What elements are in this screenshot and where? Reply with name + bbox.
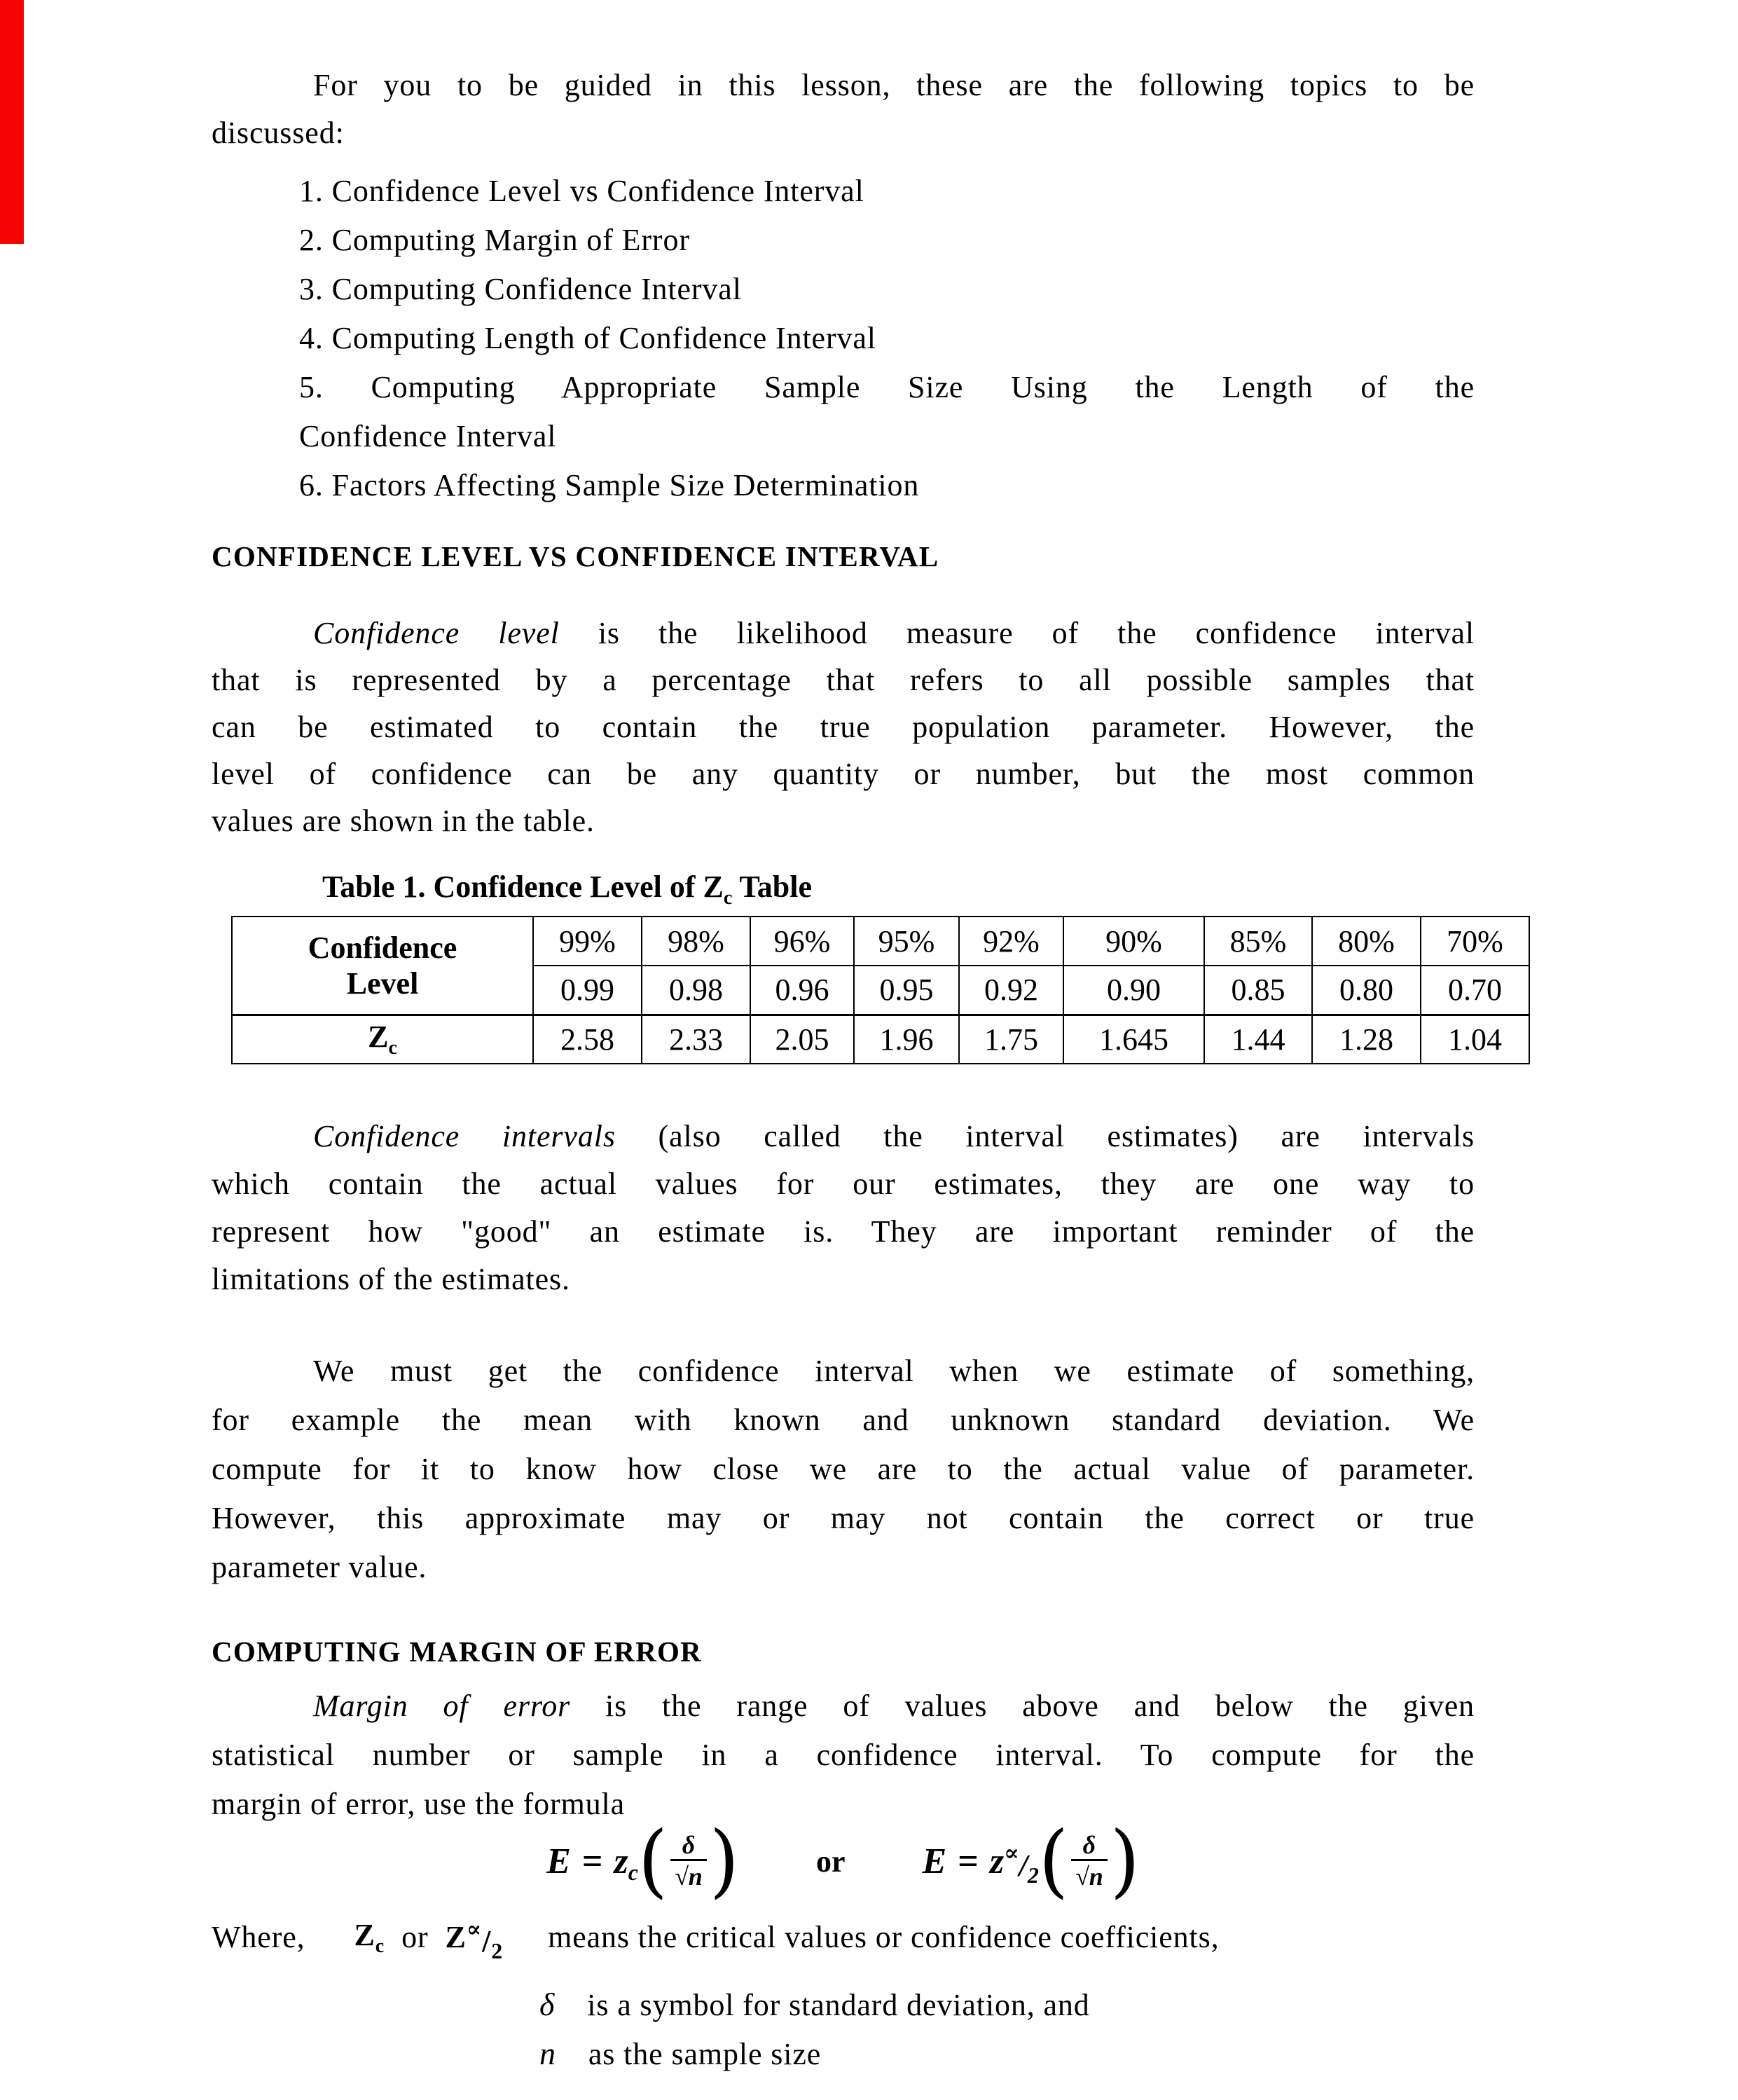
formula-z-alpha-half (922, 1814, 1140, 1907)
left-parenthesis: ( (1038, 1814, 1068, 1907)
line-text: is the range of values above and below the given (570, 1689, 1475, 1723)
paragraph-line: level of confidence can be any quantity or number, but the most common (212, 757, 1475, 791)
section-heading-computing-margin-of-error: COMPUTING MARGIN OF ERROR (212, 1635, 703, 1668)
table-cell: 1.645 (1063, 1015, 1204, 1064)
paragraph-line (212, 610, 1475, 657)
formula-z: z (989, 1841, 1005, 1881)
paragraph-line: values are shown in the table. (212, 804, 595, 838)
two: 2 (1027, 1862, 1039, 1888)
table-cell: 1.04 (1421, 1015, 1529, 1064)
z-c-symbol (354, 1917, 385, 1958)
alpha-symbol: ∝ (1004, 1840, 1019, 1865)
table-cell: 0.80 (1312, 966, 1421, 1015)
table-cell: 1.28 (1312, 1015, 1421, 1064)
z-label: Z (368, 1020, 389, 1055)
paragraph-confidence-intervals (212, 1113, 1475, 1303)
paragraph-line: statistical number or sample in a confidence interval. To compute for the (212, 1738, 1475, 1772)
section-heading-confidence-level-vs-interval: CONFIDENCE LEVEL VS CONFIDENCE INTERVAL (212, 540, 939, 572)
table-cell: 1.96 (854, 1015, 959, 1064)
alpha-over-2 (1004, 1840, 1039, 1888)
or-text: or (401, 1920, 429, 1955)
table-cell: 0.90 (1063, 966, 1204, 1015)
z-letter: Z (354, 1918, 375, 1952)
table-cell: 2.58 (533, 1015, 642, 1064)
table-row-z-values (232, 1015, 1529, 1064)
paragraph-line: represent how "good" an estimate is. They are important reminder of the (212, 1214, 1475, 1249)
table-cell: 0.70 (1421, 966, 1529, 1015)
left-parenthesis: ( (637, 1814, 668, 1907)
label-line-1: Confidence (308, 930, 457, 965)
paragraph-line: can be estimated to contain the true population parameter. However, the (212, 710, 1475, 744)
where-label: Where, (212, 1920, 305, 1955)
table-cell: 95% (854, 917, 959, 966)
z-alpha-half-symbol (445, 1916, 504, 1964)
formula-z: z (614, 1841, 628, 1881)
topic-item-6: 6. Factors Affecting Sample Size Determination (299, 468, 920, 502)
table-cell: 0.99 (533, 966, 642, 1015)
paragraph-line (212, 1682, 1475, 1731)
fraction-denominator: √n (670, 1859, 707, 1892)
paragraph-confidence-level (212, 610, 1475, 844)
topic-item-5: 5. Computing Appropriate Sample Size Using the Length of the (299, 370, 1475, 404)
n-description: as the sample size (588, 2037, 822, 2071)
table-cell: 2.05 (750, 1015, 854, 1064)
fraction-delta-over-sqrt-n (1071, 1831, 1108, 1892)
formula-E: E (546, 1841, 571, 1881)
table-cell: 90% (1063, 917, 1204, 966)
delta-description: is a symbol for standard deviation, and (587, 1988, 1090, 2022)
paragraph-margin-of-error (212, 1682, 1475, 1829)
paragraph-line (212, 1113, 1475, 1160)
fraction-denominator: √n (1071, 1859, 1108, 1892)
label-line-2: Level (346, 966, 419, 1001)
z-label-subscript: c (388, 1037, 397, 1059)
topic-item-4: 4. Computing Length of Confidence Interval (299, 321, 876, 355)
italic-lead: Confidence intervals (313, 1119, 616, 1153)
equals-sign: = (581, 1841, 603, 1881)
paragraph-line: that is represented by a percentage that refers to all possible samples that (212, 663, 1475, 697)
where-clause (212, 1916, 1220, 1964)
table-title-text-tail: Table (732, 870, 813, 904)
table-cell-z-label (232, 1015, 533, 1064)
alpha-symbol: ∝ (466, 1916, 483, 1942)
table-cell: 2.33 (642, 1015, 750, 1064)
table-cell: 0.95 (854, 966, 959, 1015)
two: 2 (491, 1938, 504, 1964)
slash: / (482, 1924, 492, 1959)
line-text: is the likelihood measure of the confidence interval (559, 616, 1475, 650)
table-cell: 1.44 (1204, 1015, 1312, 1064)
topic-item-1: 1. Confidence Level vs Confidence Interval (299, 174, 864, 208)
formula-zc (546, 1814, 739, 1907)
table-cell: 80% (1312, 917, 1421, 966)
paragraph-line: compute for it to know how close we are to the actual value of parameter. (212, 1452, 1475, 1486)
topic-item-5-continued: Confidence Interval (299, 419, 557, 453)
table-title (322, 869, 812, 910)
table-cell: 98% (642, 917, 750, 966)
formula-z-subscript: c (628, 1859, 638, 1885)
margin-of-error-formula-row (212, 1812, 1475, 1910)
n-symbol: n (539, 2036, 556, 2071)
table-cell: 0.98 (642, 966, 750, 1015)
line-text: (also called the interval estimates) are intervals (615, 1119, 1475, 1153)
fraction-delta-over-sqrt-n (670, 1831, 707, 1892)
paragraph-line: We must get the confidence interval when we estimate of something, (313, 1354, 1475, 1388)
table-cell: 70% (1421, 917, 1529, 966)
table-cell: 96% (750, 917, 854, 966)
table-cell: 0.85 (1204, 966, 1312, 1015)
slash: / (1019, 1848, 1028, 1883)
paragraph-line: However, this approximate may or may not contain the correct or true (212, 1501, 1475, 1535)
italic-lead: Margin of error (313, 1689, 571, 1723)
formula-or-label: or (815, 1844, 846, 1879)
paragraph-we-must-get (212, 1347, 1475, 1592)
delta-definition (539, 1986, 1090, 2023)
intro-line-2: discussed: (212, 116, 345, 150)
topic-list (299, 167, 1475, 510)
red-edge-ribbon (0, 0, 24, 244)
right-parenthesis: ) (1110, 1814, 1140, 1907)
paragraph-line: limitations of the estimates. (212, 1262, 570, 1296)
confidence-z-table (231, 916, 1530, 1064)
topic-item-2: 2. Computing Margin of Error (299, 223, 690, 257)
table-cell: 92% (959, 917, 1063, 966)
formula-E: E (922, 1841, 947, 1881)
delta-symbol: δ (539, 1986, 556, 2022)
fraction-numerator: δ (682, 1830, 696, 1859)
paragraph-line: for example the mean with known and unknown standard deviation. We (212, 1403, 1475, 1437)
n-definition (539, 2035, 821, 2072)
table-row-percent (232, 917, 1529, 966)
table-title-subscript: c (723, 886, 733, 909)
paragraph-line: parameter value. (212, 1550, 427, 1584)
table-cell: 85% (1204, 917, 1312, 966)
table-title-text: Table 1. Confidence Level of Z (322, 870, 724, 904)
paragraph-line: which contain the actual values for our estimates, they are one way to (212, 1167, 1475, 1201)
table-cell: 1.75 (959, 1015, 1063, 1064)
italic-lead: Confidence level (313, 616, 560, 650)
topic-item-3: 3. Computing Confidence Interval (299, 272, 742, 306)
right-parenthesis: ) (709, 1814, 739, 1907)
equals-sign: = (958, 1841, 979, 1881)
table-cell: 0.92 (959, 966, 1063, 1015)
where-description: means the critical values or confidence coefficients, (548, 1920, 1220, 1955)
table-cell-label (232, 917, 533, 1015)
intro-line-1: For you to be guided in this lesson, these are the following topics to be (313, 68, 1475, 102)
z-subscript: c (375, 1935, 385, 1957)
paragraph-line: margin of error, use the formula (212, 1787, 626, 1821)
fraction-numerator: δ (1082, 1830, 1096, 1859)
z-letter: Z (445, 1920, 467, 1955)
table-cell: 99% (533, 917, 642, 966)
table-cell: 0.96 (750, 966, 854, 1015)
